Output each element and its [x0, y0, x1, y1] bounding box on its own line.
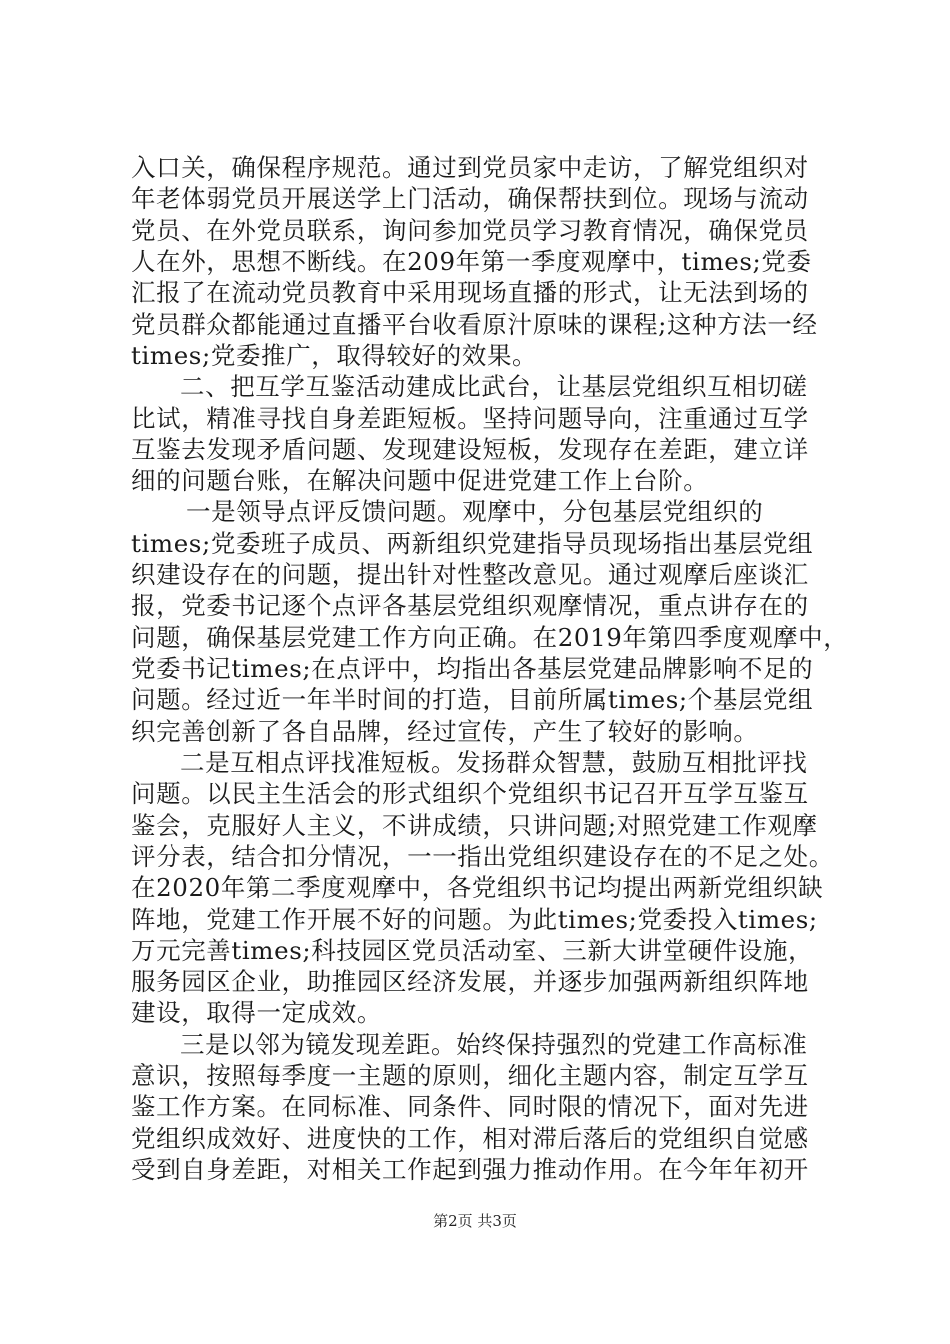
text-line: 鉴会，克服好人主义，不讲成绩，只讲问题;对照党建工作观摩 — [131, 811, 818, 840]
text-line: 织完善创新了各自品牌，经过宣传，产生了较好的影响。 — [131, 717, 759, 746]
text-line: 入口关，确保程序规范。通过到党员家中走访，了解党组织对 — [131, 153, 809, 182]
page-footer: 第2页 共3页 — [433, 1212, 517, 1230]
text-line: 报，党委书记逐个点评各基层党组织观摩情况，重点讲存在的 — [131, 591, 809, 620]
paragraph-first-line: 一是领导点评反馈问题。观摩中，分包基层党组织的 — [186, 497, 764, 526]
paragraph-first-line: 二、把互学互鉴活动建成比武台，让基层党组织互相切磋 — [180, 372, 808, 401]
text-line: 问题，确保基层党建工作方向正确。在2019年第四季度观摩中， — [131, 623, 849, 652]
text-line: 党员群众都能通过直播平台收看原汁原味的课程;这种方法一经 — [131, 310, 818, 339]
text-line: 鉴工作方案。在同标准、同条件、同时限的情况下，面对先进 — [131, 1092, 809, 1121]
text-line: 年老体弱党员开展送学上门活动，确保帮扶到位。现场与流动 — [131, 184, 809, 213]
text-line: 人在外，思想不断线。在209年第一季度观摩中，times;党委 — [131, 247, 812, 276]
text-line: 评分表，结合扣分情况，一一指出党组织建设存在的不足之处。 — [131, 842, 834, 871]
paragraph-first-line: 二是互相点评找准短板。发扬群众智慧，鼓励互相批评找 — [180, 748, 808, 777]
text-line: 互鉴去发现矛盾问题、发现建设短板，发现存在差距，建立详 — [131, 435, 809, 464]
text-line: 受到自身差距，对相关工作起到强力推动作用。在今年年初开 — [131, 1155, 809, 1184]
text-line: times;党委班子成员、两新组织党建指导员现场指出基层党组 — [131, 529, 814, 558]
text-line: times;党委推广，取得较好的效果。 — [131, 341, 538, 370]
text-line: 问题。以民主生活会的形式组织个党组织书记召开互学互鉴互 — [131, 779, 809, 808]
text-line: 党组织成效好、进度快的工作，相对滞后落后的党组织自觉感 — [131, 1124, 809, 1153]
paragraph-first-line: 三是以邻为镜发现差距。始终保持强烈的党建工作高标准 — [180, 1030, 808, 1059]
text-line: 服务园区企业，助推园区经济发展，并逐步加强两新组织阵地 — [131, 967, 809, 996]
text-line: 党员、在外党员联系，询问参加党员学习教育情况，确保党员 — [131, 216, 809, 245]
text-line: 万元完善times;科技园区党员活动室、三新大讲堂硬件设施， — [131, 936, 814, 965]
text-line: 意识，按照每季度一主题的原则，细化主题内容，制定互学互 — [131, 1061, 809, 1090]
text-line: 织建设存在的问题，提出针对性整改意见。通过观摩后座谈汇 — [131, 560, 809, 589]
text-line: 建设，取得一定成效。 — [131, 998, 382, 1027]
text-line: 比试，精准寻找自身差距短板。坚持问题导向，注重通过互学 — [131, 404, 809, 433]
text-line: 在2020年第二季度观摩中，各党组织书记均提出两新党组织缺 — [131, 873, 824, 902]
text-line: 问题。经过近一年半时间的打造，目前所属times;个基层党组 — [131, 685, 814, 714]
text-line: 阵地，党建工作开展不好的问题。为此times;党委投入times; — [131, 905, 818, 934]
text-line: 党委书记times;在点评中，均指出各基层党建品牌影响不足的 — [131, 654, 814, 683]
text-line: 细的问题台账，在解决问题中促进党建工作上台阶。 — [131, 466, 709, 495]
text-line: 汇报了在流动党员教育中采用现场直播的形式，让无法到场的 — [131, 278, 809, 307]
